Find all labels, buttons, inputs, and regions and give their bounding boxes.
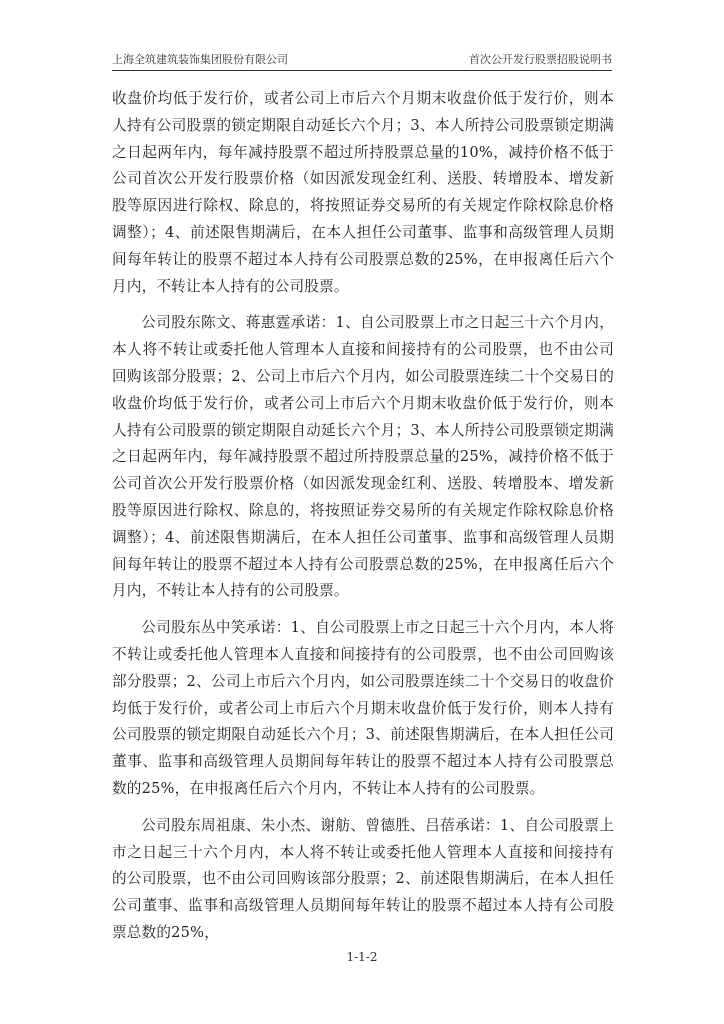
page-number: 1-1-2 <box>346 950 378 964</box>
paragraph-cong-commitment: 公司股东丛中笑承诺：1、自公司股票上市之日起三十六个月内，本人将不转让或委托他人管理本人直接和间接持有的公司股票，也不由公司回购该部分股票；2、公司上市后六个月内，如公司股票连续二十个交易日的收盘价均低于发行价，或者公司上市后六个月期末收盘价低于发行价，则本人持有公司股票的锁定期限自动延长六个月；3、前述限售期满后，在本人担任公司董事、监事和高级管理人员期间每年转让的股票不超过本人持有公司股票总数的25%，在申报离任后六个月内，不转让本人持有的公司股票。 <box>112 619 614 797</box>
header-divider <box>112 70 612 71</box>
paragraph-zhou-zhu-xie-zeng-lv-commitment: 公司股东周祖康、朱小杰、谢舫、曾德胜、吕蓓承诺：1、自公司股票上市之日起三十六个月内，本人将不转让或委托他人管理本人直接和间接持有的公司股票，也不由公司回购该部分股票；2、前述限售期满后，在本人担任公司董事、监事和高级管理人员期间每年转让的股票不超过本人持有公司股票总数的25%， <box>112 816 614 941</box>
page-header <box>112 52 612 68</box>
paragraph-continuation: 收盘价均低于发行价，或者公司上市后六个月期末收盘价低于发行价，则本人持有公司股票的锁定期限自动延长六个月；3、本人所持公司股票锁定期满之日起两年内，每年减持股票不超过所持股票总量的10%，减持价格不低于公司首次公开发行股票价格（如因派发现金红利、送股、转增股本、增发新股等原因进行除权、除息的，将按照证券交易所的有关规定作除权除息价格调整）；4、前述限售期满后，在本人担任公司董事、监事和高级管理人员期间每年转让的股票不超过本人持有公司股票总数的25%，在申报离任后六个月内，不转让本人持有的公司股票。 <box>112 90 614 295</box>
document-body <box>112 86 614 957</box>
header-company-name: 上海全筑建筑装饰集团股份有限公司 <box>112 53 288 66</box>
paragraph-chen-jiang-commitment: 公司股东陈文、蒋惠霆承诺：1、自公司股票上市之日起三十六个月内，本人将不转让或委托他人管理本人直接和间接持有的公司股票，也不由公司回购该部分股票；2、公司上市后六个月内，如公司股票连续二十个交易日的收盘价均低于发行价，或者公司上市后六个月期末收盘价低于发行价，则本人持有公司股票的锁定期限自动延长六个月；3、本人所持公司股票锁定期满之日起两年内，每年减持股票不超过所持股票总量的25%，减持价格不低于公司首次公开发行股票价格（如因派发现金红利、送股、转增股本、增发新股等原因进行除权、除息的，将按照证券交易所的有关规定作除权除息价格调整）；4、前述限售期满后，在本人担任公司董事、监事和高级管理人员期间每年转让的股票不超过本人持有公司股票总数的25%，在申报离任后六个月内，不转让本人持有的公司股票。 <box>112 314 614 600</box>
header-document-title: 首次公开发行股票招股说明书 <box>469 53 612 66</box>
